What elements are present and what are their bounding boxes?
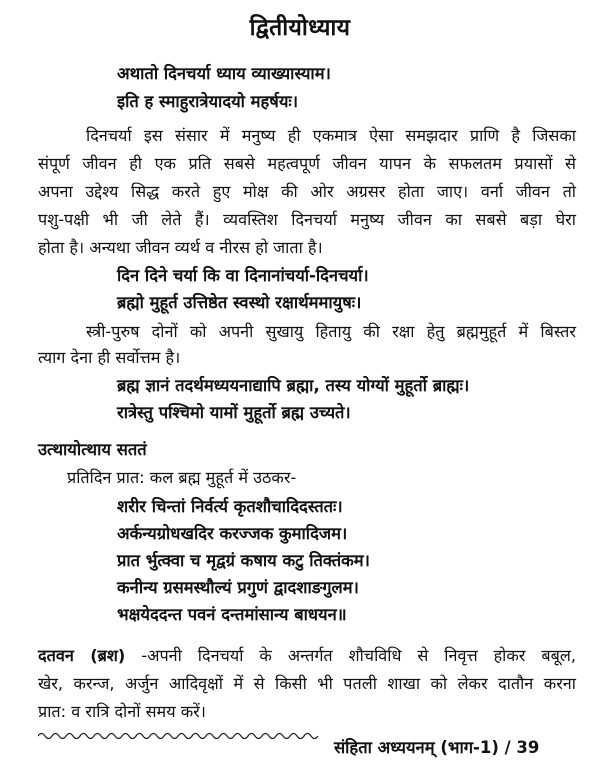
paragraph-line: अपना उद्देश्य सिद्ध करते हुए मोक्ष की ओर अग्रसर होता जाए। वर्ना जीवन तो [38, 182, 576, 201]
verse-line: भक्षयेददन्त पवनं दन्तमांसान्य बाधयन॥ [117, 605, 347, 624]
paragraph-line: स्त्री-पुरुष दोनों को अपनी सुखायु हितायु की रक्षा हेतु ब्रह्ममुहूर्त में बिस्तर [86, 322, 576, 341]
term-label: दतवन (ब्रश) [38, 646, 126, 665]
paragraph-line: होता है। अन्यथा जीवन व्यर्थ व नीरस हो जाता है। [38, 238, 323, 257]
verse-line: ब्रह्मो मुहूर्त उत्तिष्ठेत स्वस्थो रक्षार्थममायुषः। [117, 293, 362, 312]
verse-line: अर्कन्यग्रोधखदिर करज्जक कुमादिजम। [117, 524, 348, 543]
chapter-heading: द्वितीयोध्याय [249, 15, 351, 41]
paragraph-line: प्रात: व रात्रि दोनों समय करें। [38, 702, 206, 721]
verse-line: अथातो दिनचर्या ध्याय व्याख्यास्याम। [117, 64, 331, 83]
section-intro: प्रतिदिन प्रात: कल ब्रह्म मुहूर्त में उठकर- [67, 468, 297, 487]
verse-line: दिन दिने चर्या कि वा दिनानांचर्या-दिनचर्या। [117, 266, 369, 285]
page-footer: संहिता अध्ययनम् (भाग-1) / 39 [334, 738, 540, 757]
verse-line: प्रात र्भुत्क्वा च मृद्वग्रं कषाय कटु तिक्तंकम। [117, 551, 370, 570]
footer-ornamental-rule [38, 730, 320, 742]
paragraph-line: संपूर्ण जीवन ही एक प्रति सबसे महत्वपूर्ण जीवन यापन के सफलतम प्रयासों से [38, 154, 576, 173]
paragraph-line: त्याग देना ही सर्वोत्तम है। [38, 348, 181, 367]
section-heading: उत्थायोत्थाय सततं [38, 440, 147, 459]
verse-line: इति ह स्माहुरात्रेयादयो महर्षयः। [117, 92, 298, 111]
paragraph-line: दिनचर्या इस संसार में मनुष्य ही एकमात्र ऐसा समझदार प्राणि है जिसका [86, 126, 576, 145]
verse-line: ब्रह्म ज्ञानं तदर्थमध्ययनाद्यापि ब्रह्मा, तस्य योग्यों मुहूर्तो ब्राह्मः। [117, 376, 470, 395]
verse-line: शरीर चिन्तां निर्वर्त्य कृतशौचादिदस्ततः। [117, 497, 343, 516]
verse-line: कनीन्य ग्रसमस्थौल्यं प्रगुणं द्वादशाङगुलम। [117, 578, 359, 597]
paragraph-text: -अपनी दिनचर्या के अन्तर्गत शौचविधि से निवृत्त होकर बबूल, [125, 646, 576, 665]
paragraph-line: खेर, करन्ज, अर्जुन आदिवृक्षों में से किसी भी पतली शाखा को लेकर दातौन करना [38, 674, 576, 693]
verse-line: रात्रेस्तु पश्चिमो यामों मुहूर्तो ब्रह्म उच्यते। [117, 403, 351, 422]
paragraph-line: पशु-पक्षी भी जी लेते हैं। व्यवस्तिश दिनचर्या मनुष्य जीवन का सबसे बड़ा घेरा [38, 210, 576, 229]
paragraph-line [38, 644, 576, 668]
